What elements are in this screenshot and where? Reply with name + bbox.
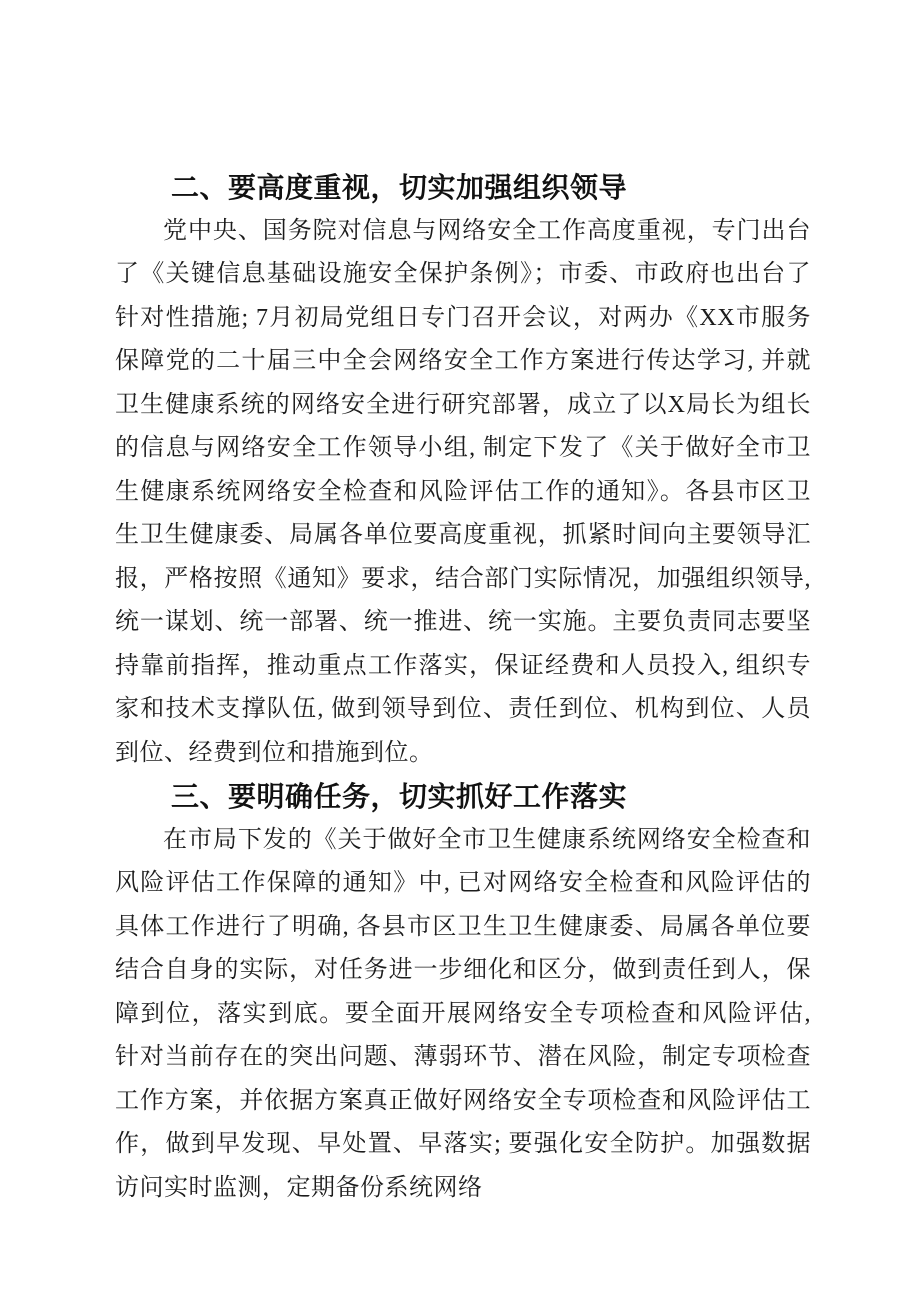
- section-paragraph-organizational-leadership: 党中央、国务院对信息与网络安全工作高度重视，专门出台了《关键信息基础设施安全保护条例》；市委、市政府也出台了针对性措施; 7月初局党组日专门召开会议，对两办《XX市服务保障党的二十届三中全会网络安全工作方案进行传达学习, 并就卫生健康系统的网络安全进行研究部署，成立了以X局长为组长的信息与网络安全工作领导小组, 制定下发了《关于做好全市卫生健康系统网络安全检查和风险评估工作的通知》。各县市区卫生卫生健康委、局属各单位要高度重视，抓紧时间向主要领导汇报，严格按照《通知》要求，结合部门实际情况，加强组织领导, 统一谋划、统一部署、统一推进、统一实施。主要负责同志要坚持靠前指挥，推动重点工作落实，保证经费和人员投入, 组织专家和技术支撑队伍, 做到领导到位、责任到位、机构到位、人员到位、经费到位和措施到位。: [115, 217, 811, 766]
- document-content: [115, 166, 811, 1210]
- section-heading-organizational-leadership: 二、要高度重视，切实加强组织领导: [171, 172, 628, 203]
- section-paragraph-task-implementation: 在市局下发的《关于做好全市卫生健康系统网络安全检查和风险评估工作保障的通知》中, 已对网络安全检查和风险评估的具体工作进行了明确, 各县市区卫生卫生健康委、局属各单位要结合自身的实际，对任务进一步细化和区分，做到责任到人，保障到位，落实到底。要全面开展网络安全专项检查和风险评估, 针对当前存在的突出问题、薄弱环节、潜在风险，制定专项检查工作方案，并依据方案真正做好网络安全专项检查和风险评估工作，做到早发现、早处置、早落实; 要强化安全防护。加强数据访问实时监测，定期备份系统网络: [115, 826, 811, 1201]
- section-heading-task-implementation: 三、要明确任务，切实抓好工作落实: [171, 781, 628, 812]
